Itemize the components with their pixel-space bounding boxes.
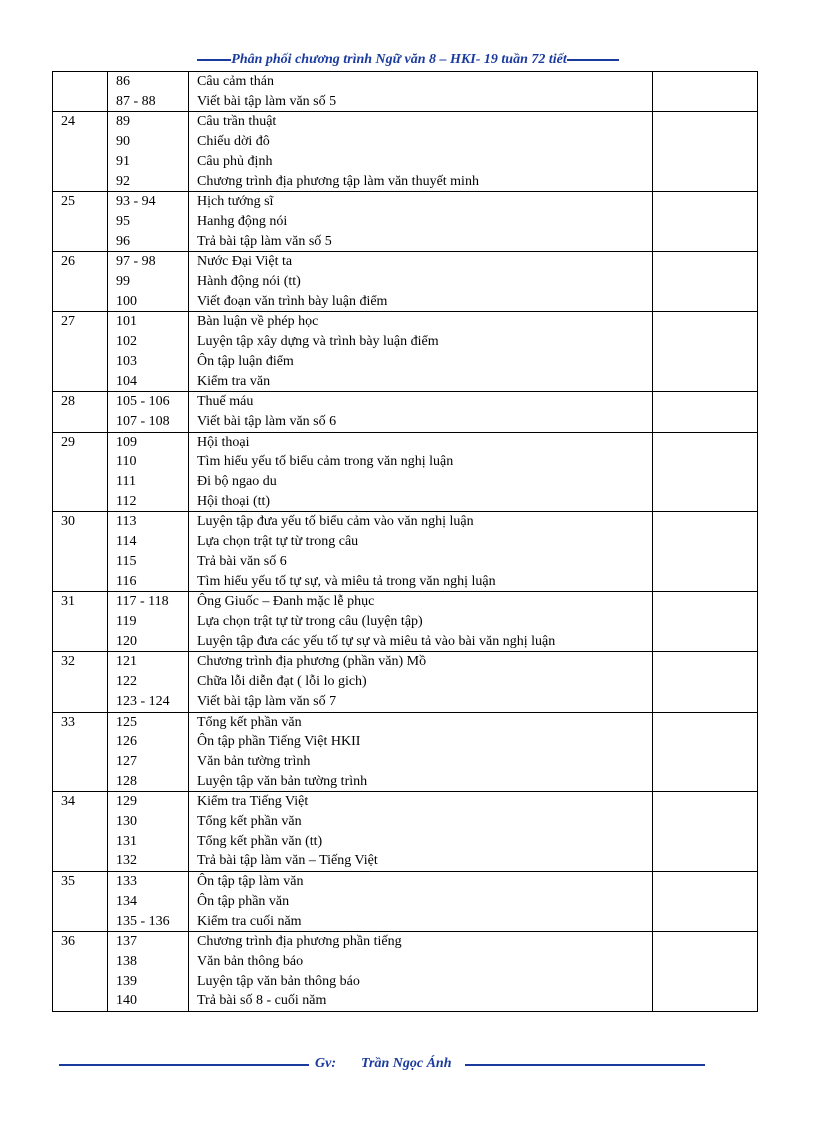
lesson-title: Tổng kết phần văn — [197, 814, 302, 830]
table-row — [53, 932, 758, 1012]
footer-rule-right — [465, 1064, 705, 1066]
lesson-title: Kiểm tra văn — [197, 373, 271, 389]
period-number: 104 — [116, 373, 137, 389]
period-number: 123 - 124 — [116, 693, 170, 709]
table-row — [53, 792, 758, 872]
week-cell — [53, 252, 108, 312]
period-number: 122 — [116, 674, 137, 690]
period-number: 137 — [116, 934, 137, 950]
lesson-title: Viết bài tập làm văn số 7 — [197, 693, 337, 709]
lesson-title: Kiểm tra cuối năm — [197, 913, 302, 929]
period-cell — [108, 432, 189, 512]
period-number: 89 — [116, 114, 130, 130]
lesson-title: Luyện tập văn bản thông báo — [197, 973, 360, 989]
lesson-title: Hịch tướng sĩ — [197, 194, 274, 210]
period-number: 119 — [116, 613, 137, 629]
footer-teacher-label: Gv: — [315, 1056, 336, 1071]
lesson-title: Chương trình địa phương tập làm văn thuyết minh — [197, 173, 479, 189]
footer-teacher-name: Trần Ngọc Ánh — [361, 1056, 452, 1071]
lesson-title: Ôn tập luận điểm — [197, 353, 294, 369]
table-row — [53, 192, 758, 252]
table-row — [53, 592, 758, 652]
lesson-cell — [189, 432, 653, 512]
lesson-title: Luyện tập đưa các yếu tố tự sự và miêu tả vào bài văn nghị luận — [197, 633, 556, 649]
lesson-title: Trả bài tập làm văn – Tiếng Việt — [197, 853, 378, 869]
lesson-title: Luyện tập đưa yếu tố biểu cảm vào văn nghị luận — [197, 514, 474, 530]
week-cell — [53, 312, 108, 392]
lesson-cell — [189, 392, 653, 432]
notes-cell — [653, 512, 758, 592]
lesson-cell — [189, 312, 653, 392]
notes-cell — [653, 932, 758, 1012]
notes-cell — [653, 592, 758, 652]
notes-cell — [653, 392, 758, 432]
week-number: 36 — [61, 934, 75, 950]
table-row — [53, 512, 758, 592]
period-number: 102 — [116, 334, 137, 350]
week-number: 34 — [61, 794, 75, 810]
lesson-cell — [189, 192, 653, 252]
lesson-title: Tổng kết phần văn — [197, 714, 302, 730]
lesson-cell — [189, 872, 653, 932]
period-number: 130 — [116, 814, 137, 830]
period-number: 135 - 136 — [116, 913, 170, 929]
period-number: 117 - 118 — [116, 594, 169, 610]
notes-cell — [653, 192, 758, 252]
period-number: 113 — [116, 514, 137, 530]
period-number: 90 — [116, 134, 130, 150]
lesson-title: Câu trần thuật — [197, 114, 277, 130]
footer-rule-left — [59, 1064, 309, 1066]
table-row — [53, 712, 758, 792]
week-number: 35 — [61, 874, 75, 890]
lesson-title: Viết đoạn văn trình bày luận điểm — [197, 293, 388, 309]
period-cell — [108, 312, 189, 392]
week-number: 25 — [61, 194, 75, 210]
period-number: 133 — [116, 874, 137, 890]
period-cell — [108, 112, 189, 192]
curriculum-table — [52, 71, 758, 1012]
notes-cell — [653, 432, 758, 512]
lesson-title: Viết bài tập làm văn số 5 — [197, 93, 337, 109]
lesson-title: Hành động nói (tt) — [197, 274, 301, 290]
period-number: 129 — [116, 794, 137, 810]
notes-cell — [653, 312, 758, 392]
lesson-title: Lựa chọn trật tự từ trong câu (luyện tập) — [197, 613, 423, 629]
lesson-title: Tổng kết phần văn (tt) — [197, 833, 323, 849]
period-number: 121 — [116, 654, 137, 670]
lesson-title: Viết bài tập làm văn số 6 — [197, 413, 337, 429]
page-footer — [59, 1056, 705, 1074]
period-cell — [108, 512, 189, 592]
period-number: 107 - 108 — [116, 413, 170, 429]
period-number: 86 — [116, 74, 130, 89]
lesson-title: Câu phủ định — [197, 153, 273, 169]
notes-cell — [653, 712, 758, 792]
week-cell — [53, 512, 108, 592]
week-cell — [53, 872, 108, 932]
lesson-cell — [189, 712, 653, 792]
period-number: 114 — [116, 534, 137, 550]
lesson-cell — [189, 112, 653, 192]
table-row — [53, 432, 758, 512]
period-number: 126 — [116, 734, 137, 750]
lesson-title: Chiếu dời đô — [197, 134, 270, 150]
week-cell — [53, 192, 108, 252]
week-cell — [53, 72, 108, 112]
table-row — [53, 872, 758, 932]
lesson-title: Tìm hiểu yếu tố biểu cảm trong văn nghị luận — [197, 454, 454, 470]
lesson-cell — [189, 512, 653, 592]
notes-cell — [653, 652, 758, 712]
week-cell — [53, 392, 108, 432]
lesson-cell — [189, 792, 653, 872]
lesson-title: Thuế máu — [197, 394, 254, 410]
period-number: 128 — [116, 773, 137, 789]
period-number: 139 — [116, 973, 137, 989]
week-number: 30 — [61, 514, 75, 530]
lesson-title: Hội thoại — [197, 434, 250, 450]
period-number: 91 — [116, 153, 130, 169]
week-cell — [53, 932, 108, 1012]
week-cell — [53, 652, 108, 712]
table-row — [53, 72, 758, 112]
period-number: 140 — [116, 993, 137, 1009]
week-cell — [53, 792, 108, 872]
period-number: 101 — [116, 314, 137, 330]
lesson-title: Nước Đại Việt ta — [197, 254, 293, 270]
period-number: 120 — [116, 633, 137, 649]
week-number: 29 — [61, 434, 75, 450]
period-number: 99 — [116, 274, 130, 290]
lesson-title: Chương trình địa phương (phần văn) Mồ — [197, 654, 427, 670]
period-cell — [108, 652, 189, 712]
week-cell — [53, 432, 108, 512]
notes-cell — [653, 872, 758, 932]
period-number: 103 — [116, 353, 137, 369]
lesson-title: Chữa lỗi diễn đạt ( lỗi lo gich) — [197, 674, 367, 690]
period-number: 109 — [116, 434, 137, 450]
lesson-title: Ôn tập phần văn — [197, 893, 290, 909]
period-cell — [108, 392, 189, 432]
period-cell — [108, 932, 189, 1012]
lesson-cell — [189, 932, 653, 1012]
header-rule-left — [197, 59, 231, 61]
period-number: 111 — [116, 474, 136, 490]
lesson-title: Lựa chọn trật tự từ trong câu — [197, 534, 359, 550]
notes-cell — [653, 72, 758, 112]
table-row — [53, 652, 758, 712]
week-number: 33 — [61, 714, 75, 730]
week-number: 28 — [61, 394, 75, 410]
page-header — [0, 52, 816, 68]
lesson-title: Luyện tập xây dựng và trình bày luận điểm — [197, 334, 439, 350]
period-number: 132 — [116, 853, 137, 869]
curriculum-table-body — [53, 72, 758, 1012]
week-number: 24 — [61, 114, 75, 130]
table-row — [53, 252, 758, 312]
lesson-title: Hội thoại (tt) — [197, 493, 271, 509]
period-number: 97 - 98 — [116, 254, 156, 270]
period-number: 115 — [116, 553, 137, 569]
period-number: 125 — [116, 714, 137, 730]
lesson-title: Kiểm tra Tiếng Việt — [197, 794, 309, 810]
period-number: 131 — [116, 833, 137, 849]
week-number: 26 — [61, 254, 75, 270]
lesson-title: Tìm hiểu yếu tố tự sự, và miêu tả trong văn nghị luận — [197, 573, 496, 589]
lesson-title: Bàn luận về phép học — [197, 314, 319, 330]
period-number: 93 - 94 — [116, 194, 156, 210]
week-cell — [53, 712, 108, 792]
lesson-title: Luyện tập văn bản tường trình — [197, 773, 368, 789]
lesson-title: Chương trình địa phương phần tiếng — [197, 934, 402, 950]
notes-cell — [653, 792, 758, 872]
period-cell — [108, 592, 189, 652]
lesson-title: Ông Giuốc – Đanh mặc lễ phục — [197, 594, 375, 610]
period-cell — [108, 872, 189, 932]
lesson-title: Câu cảm thán — [197, 74, 274, 89]
period-number: 100 — [116, 293, 137, 309]
header-title: Phân phối chương trình Ngữ văn 8 – HKI- 19 tuần 72 tiết — [231, 52, 567, 67]
table-row — [53, 312, 758, 392]
lesson-cell — [189, 592, 653, 652]
period-cell — [108, 792, 189, 872]
period-cell — [108, 252, 189, 312]
period-cell — [108, 192, 189, 252]
table-row — [53, 112, 758, 192]
period-number: 95 — [116, 213, 130, 229]
period-number: 138 — [116, 953, 137, 969]
period-number: 116 — [116, 573, 137, 589]
period-cell — [108, 72, 189, 112]
notes-cell — [653, 252, 758, 312]
week-number: 32 — [61, 654, 75, 670]
period-number: 112 — [116, 493, 137, 509]
lesson-title: Văn bản tường trình — [197, 753, 311, 769]
period-number: 105 - 106 — [116, 394, 170, 410]
lesson-title: Đi bộ ngao du — [197, 474, 277, 490]
lesson-title: Hanhg động nói — [197, 213, 288, 229]
period-number: 92 — [116, 173, 130, 189]
lesson-title: Ôn tập tập làm văn — [197, 874, 304, 890]
week-number: 27 — [61, 314, 75, 330]
week-number: 31 — [61, 594, 75, 610]
period-number: 96 — [116, 233, 130, 249]
table-row — [53, 392, 758, 432]
period-cell — [108, 712, 189, 792]
period-number: 127 — [116, 753, 137, 769]
lesson-title: Trả bài số 8 - cuối năm — [197, 993, 327, 1009]
lesson-cell — [189, 652, 653, 712]
lesson-cell — [189, 72, 653, 112]
notes-cell — [653, 112, 758, 192]
period-number: 87 - 88 — [116, 93, 156, 109]
week-cell — [53, 592, 108, 652]
lesson-title: Ôn tập phần Tiếng Việt HKII — [197, 734, 361, 750]
week-cell — [53, 112, 108, 192]
lesson-cell — [189, 252, 653, 312]
lesson-title: Trả bài văn số 6 — [197, 553, 287, 569]
lesson-title: Trả bài tập làm văn số 5 — [197, 233, 332, 249]
header-rule-right — [567, 59, 619, 61]
lesson-title: Văn bản thông báo — [197, 953, 304, 969]
period-number: 134 — [116, 893, 137, 909]
period-number: 110 — [116, 454, 137, 470]
